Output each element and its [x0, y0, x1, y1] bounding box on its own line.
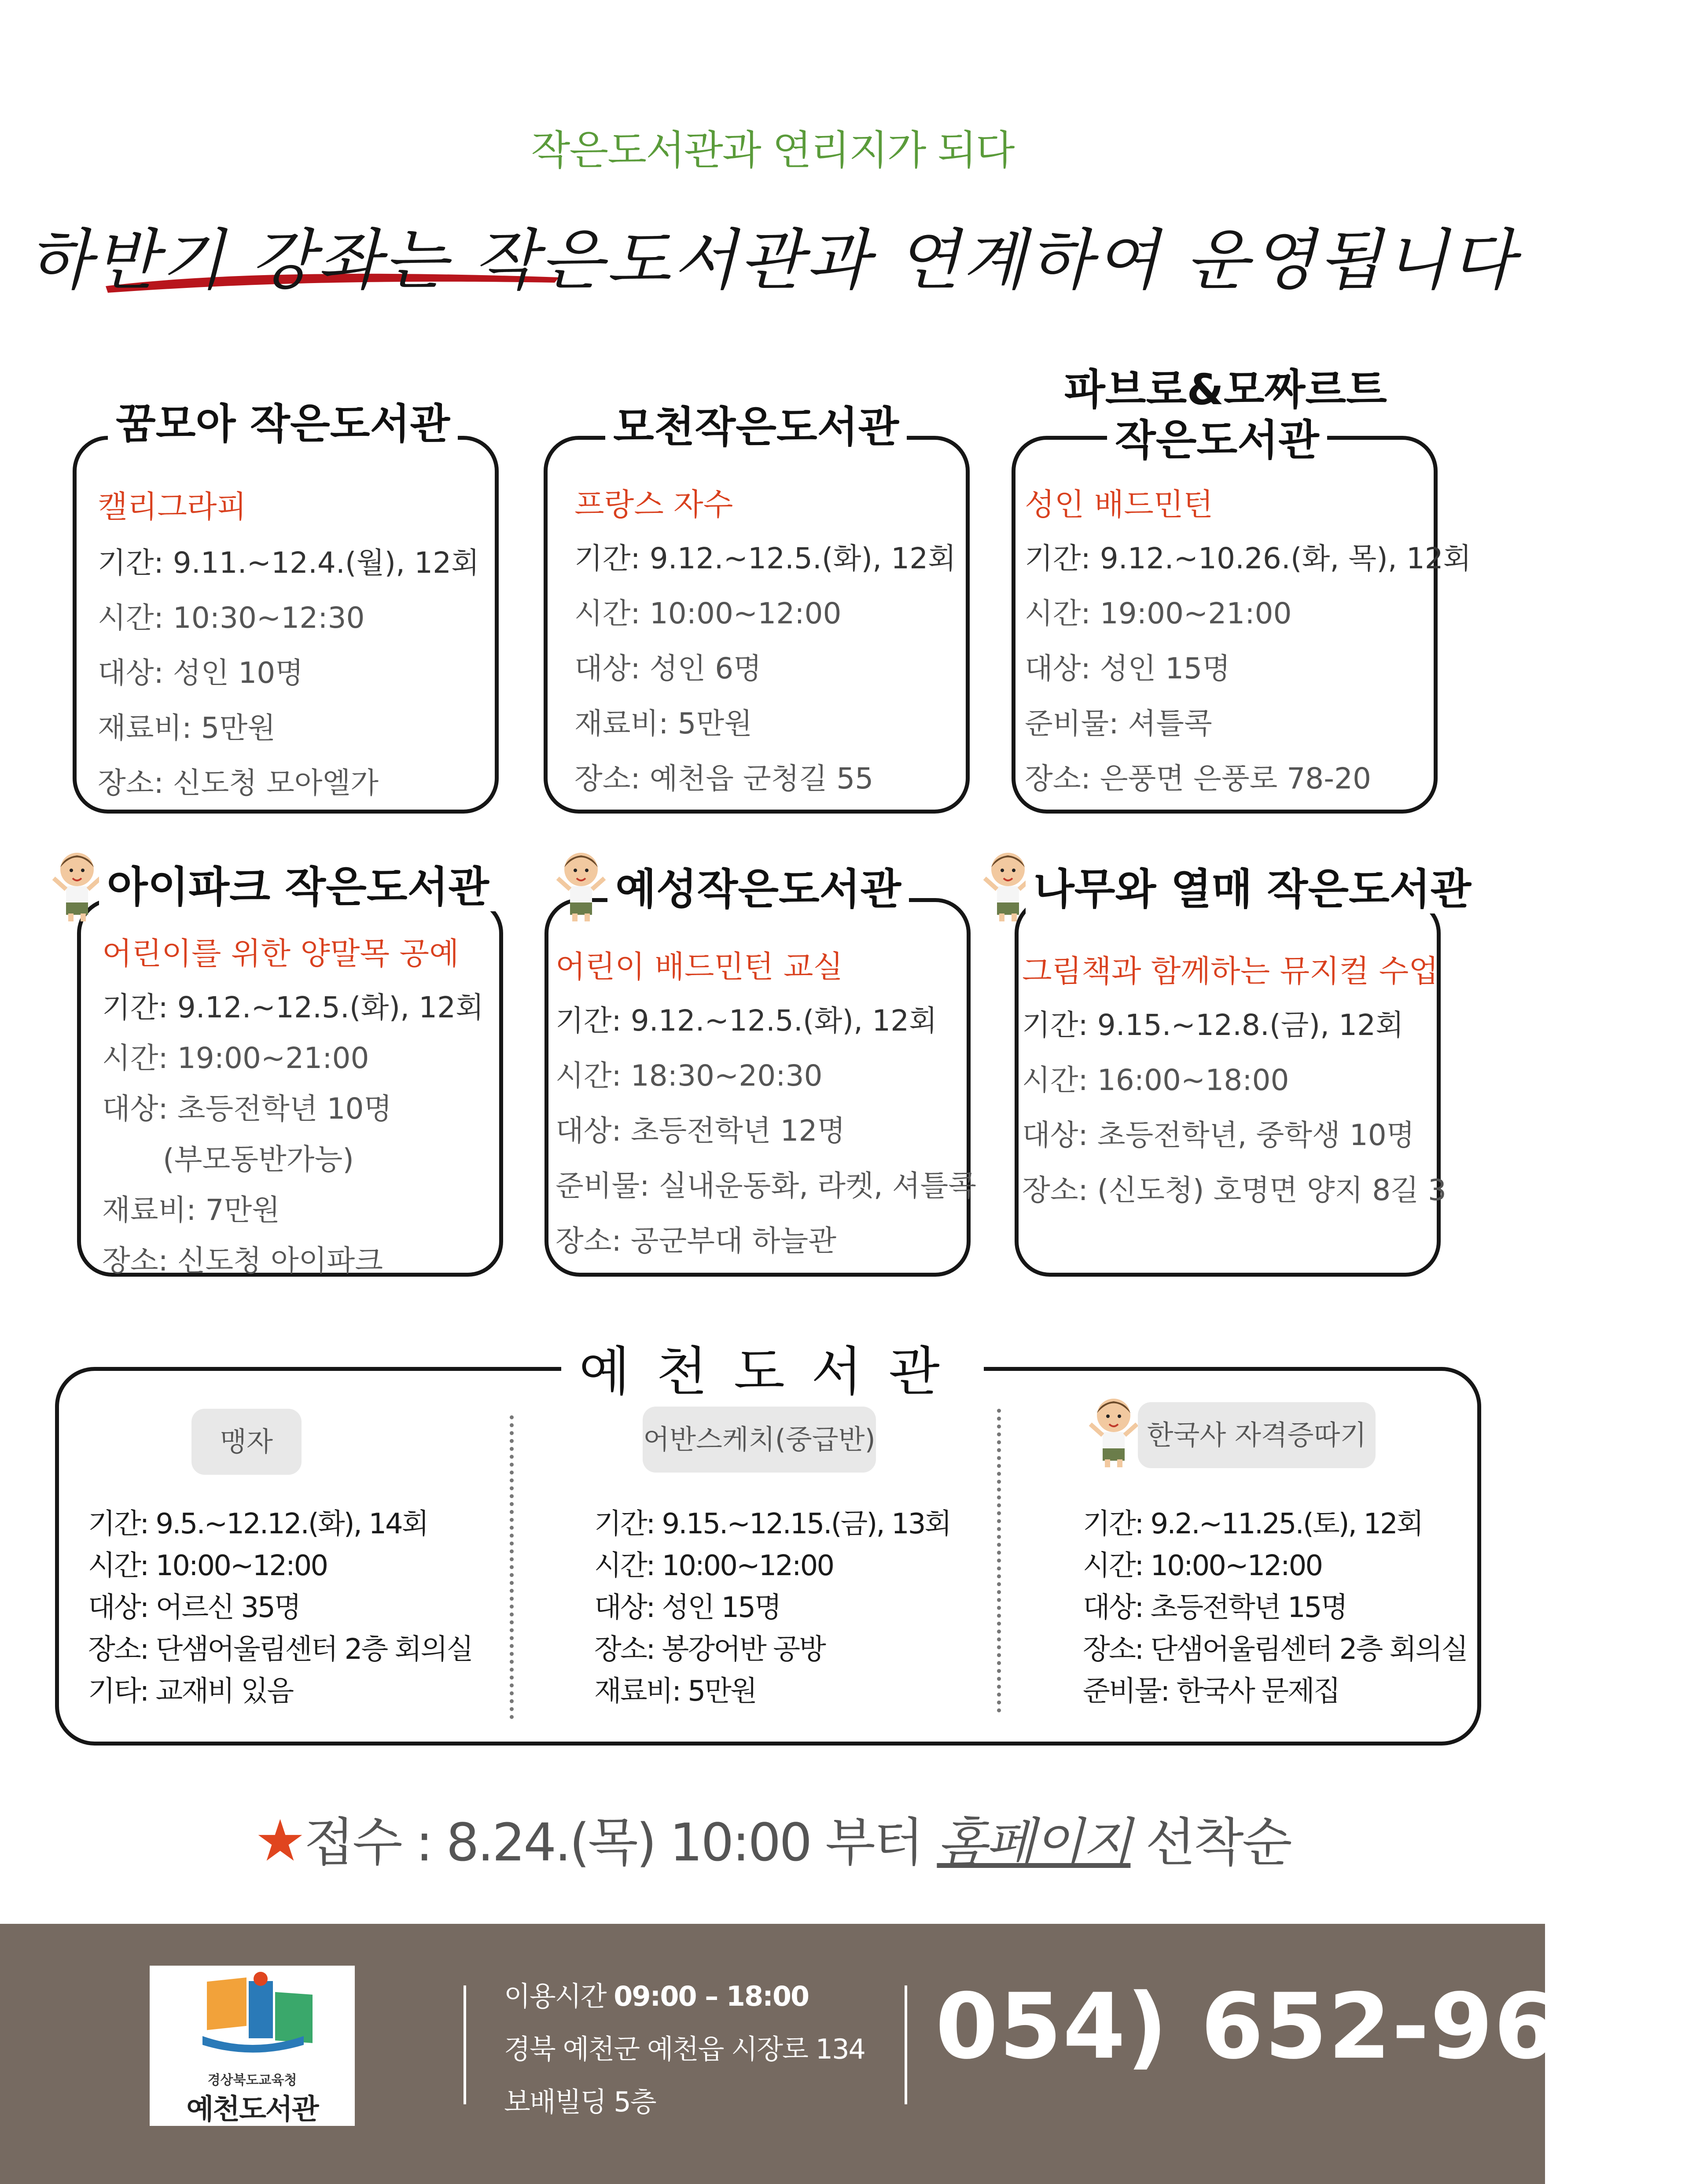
program-period: 기간: 9.15.~12.15.(금), 13회 — [594, 1508, 951, 1540]
course-supplies: 준비물: 실내운동화, 라켓, 셔틀콕 — [556, 1169, 976, 1203]
program-badge: 한국사 자격증따기 — [1138, 1402, 1376, 1468]
divider — [510, 1415, 514, 1719]
child-mascot-icon — [48, 847, 106, 922]
registration-suffix: 선착순 — [1130, 1812, 1291, 1873]
program-period: 기간: 9.2.~11.25.(토), 12회 — [1083, 1508, 1423, 1540]
program-place: 장소: 단샘어울림센터 2층 회의실 — [88, 1633, 473, 1666]
main-library-title-wrap — [0, 1330, 1545, 1405]
registration-notice — [0, 1801, 1545, 1875]
course-name: 캘리그라피 — [98, 489, 247, 525]
subtitle: 작은도서관과 연리지가 되다 — [531, 127, 1014, 174]
course-time: 시간: 16:00~18:00 — [1022, 1063, 1289, 1097]
address-line-1: 경북 예천군 예천읍 시장로 134 — [504, 2033, 865, 2065]
program-place: 장소: 단샘어울림센터 2층 회의실 — [1083, 1633, 1468, 1666]
course-period: 기간: 9.12.~10.26.(화, 목), 12회 — [1025, 541, 1472, 575]
course-fee: 재료비: 5만원 — [574, 707, 752, 740]
course-name: 어린이 배드민턴 교실 — [556, 949, 843, 985]
course-fee: 재료비: 7만원 — [102, 1193, 280, 1227]
course-time: 시간: 19:00~21:00 — [1025, 597, 1292, 630]
course-time: 시간: 10:30~12:30 — [98, 601, 365, 635]
library-card-title-line2: 작은도서관 — [1107, 416, 1327, 464]
program-place: 장소: 봉강어반 공방 — [594, 1633, 825, 1666]
program-badge: 어반스케치(중급반) — [643, 1407, 876, 1473]
library-card-title-line1: 파브로&모짜르트 — [1056, 365, 1395, 414]
program-note: 기타: 교재비 있음 — [88, 1675, 293, 1708]
library-card-title: 예성작은도서관 — [607, 865, 909, 913]
course-time: 시간: 10:00~12:00 — [574, 597, 842, 630]
course-place: 장소: 신도청 아이파크 — [102, 1244, 383, 1278]
program-fee: 재료비: 5만원 — [594, 1675, 756, 1708]
library-card-title: 꿈모아 작은도서관 — [108, 401, 458, 448]
program-time: 시간: 10:00~12:00 — [594, 1550, 834, 1582]
course-target: 대상: 초등전학년 10명 — [102, 1092, 392, 1126]
library-logo — [150, 1966, 355, 2126]
program-badge: 맹자 — [191, 1409, 302, 1475]
course-time: 시간: 18:30~20:30 — [556, 1059, 823, 1093]
library-card-title: 아이파크 작은도서관 — [99, 863, 497, 911]
course-time: 시간: 19:00~21:00 — [102, 1041, 369, 1075]
course-name: 프랑스 자수 — [574, 486, 733, 523]
course-place: 장소: 신도청 모아엘가 — [98, 766, 379, 800]
course-target: 대상: 초등전학년, 중학생 10명 — [1022, 1118, 1415, 1152]
course-period: 기간: 9.15.~12.8.(금), 12회 — [1022, 1008, 1404, 1042]
footer-divider — [905, 1985, 907, 2104]
child-mascot-icon — [552, 847, 610, 922]
library-card-title: 나무와 열매 작은도서관 — [1026, 865, 1479, 913]
program-target: 대상: 성인 15명 — [594, 1591, 780, 1624]
star-icon: ★ — [254, 1807, 304, 1874]
program-target: 대상: 초등전학년 15명 — [1083, 1591, 1347, 1624]
course-place: 장소: (신도청) 호명면 양지 8길 3 — [1022, 1173, 1446, 1207]
course-period: 기간: 9.12.~12.5.(화), 12회 — [102, 991, 484, 1024]
homepage-link[interactable]: 홈페이지 — [937, 1812, 1131, 1873]
course-target-note: (부모동반가능) — [163, 1142, 354, 1176]
child-mascot-icon — [1085, 1393, 1142, 1468]
course-place: 장소: 은풍면 은풍로 78-20 — [1025, 762, 1372, 796]
course-target: 대상: 성인 15명 — [1025, 652, 1230, 685]
main-library-title: 예천도서관 — [561, 1341, 984, 1403]
program-time: 시간: 10:00~12:00 — [1083, 1550, 1322, 1582]
program-time: 시간: 10:00~12:00 — [88, 1550, 327, 1582]
course-period: 기간: 9.12.~12.5.(화), 12회 — [574, 541, 956, 575]
course-name: 어린이를 위한 양말목 공예 — [102, 935, 459, 972]
course-name: 그림책과 함께하는 뮤지컬 수업 — [1022, 953, 1439, 989]
book-logo-icon — [150, 1970, 355, 2071]
program-supplies: 준비물: 한국사 문제집 — [1083, 1675, 1339, 1708]
course-supplies: 준비물: 셔틀콕 — [1025, 707, 1212, 740]
footer — [0, 1924, 1685, 2184]
phone-number[interactable]: 054) 652-9662 — [935, 1974, 1685, 2079]
course-target: 대상: 성인 10명 — [98, 656, 303, 690]
course-place: 장소: 공군부대 하늘관 — [556, 1224, 836, 1258]
logo-name: 예천도서관 — [186, 2093, 318, 2126]
opening-hours: 이용시간 09:00 – 18:00 — [504, 1980, 809, 2012]
program-target: 대상: 어르신 35명 — [88, 1591, 300, 1624]
course-period: 기간: 9.11.~12.4.(월), 12회 — [98, 546, 479, 580]
headline: 하반기 강좌는 작은도서관과 연계하여 운영됩니다 — [28, 222, 1517, 299]
course-fee: 재료비: 5만원 — [98, 711, 276, 745]
program-period: 기간: 9.5.~12.12.(화), 14회 — [88, 1508, 428, 1540]
logo-org: 경상북도교육청 — [207, 2073, 297, 2088]
footer-divider — [464, 1985, 466, 2104]
course-target: 대상: 초등전학년 12명 — [556, 1114, 846, 1148]
library-card-title: 모천작은도서관 — [605, 403, 907, 451]
course-name: 성인 배드민턴 — [1025, 486, 1213, 523]
registration-text: 접수 : 8.24.(목) 10:00 부터 — [304, 1812, 937, 1873]
address-line-2: 보배빌딩 5층 — [504, 2086, 656, 2118]
course-period: 기간: 9.12.~12.5.(화), 12회 — [556, 1004, 937, 1038]
course-target: 대상: 성인 6명 — [574, 652, 762, 685]
divider — [997, 1409, 1001, 1713]
course-place: 장소: 예천읍 군청길 55 — [574, 762, 874, 796]
